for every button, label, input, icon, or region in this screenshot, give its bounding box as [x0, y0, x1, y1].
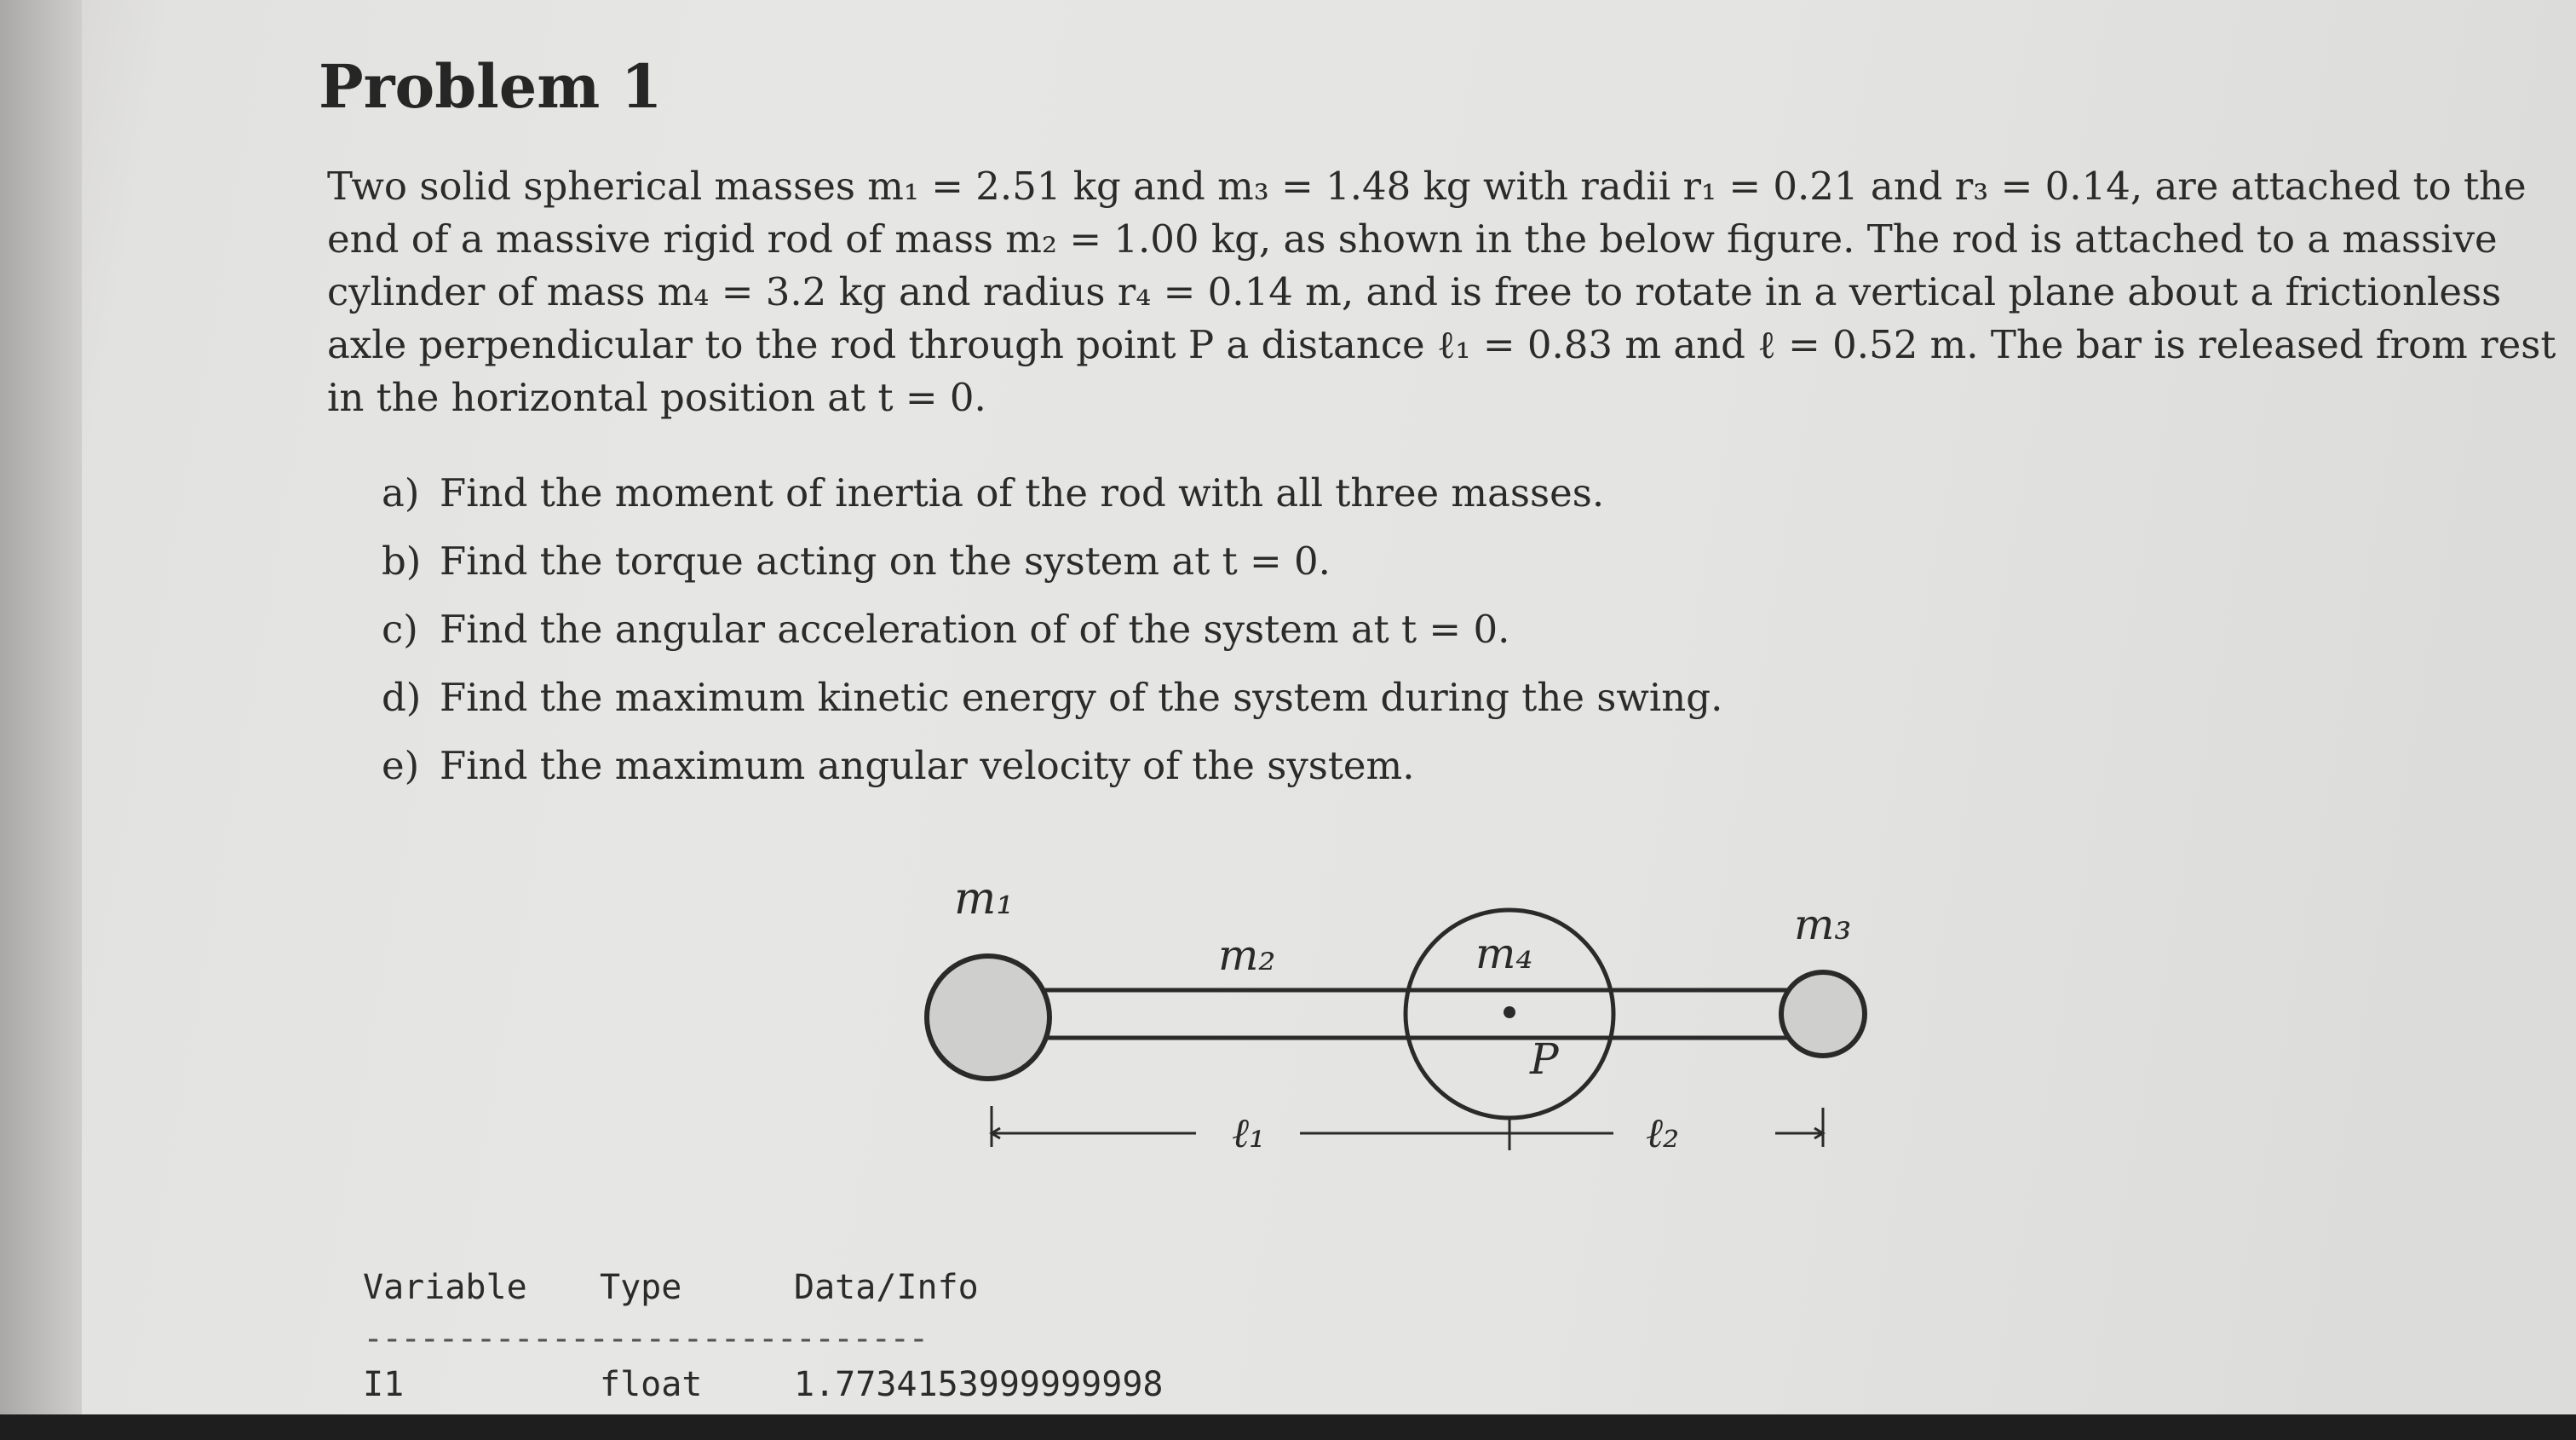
question-item	[382, 603, 1722, 671]
cell-data: 1.7734153999999998	[794, 1365, 1164, 1404]
label-m2: m₂	[1218, 930, 1276, 980]
question-item	[382, 671, 1722, 740]
header-type: Type	[600, 1268, 682, 1307]
problem-line: end of a massive rigid rod of mass m₂ = 1.00 kg, as shown in the below figure. The rod is attached to a massive	[327, 216, 2498, 262]
cell-type: float	[600, 1365, 703, 1404]
rigid-rod	[1003, 990, 1837, 1038]
variable-table	[363, 1268, 1164, 1416]
question-item	[382, 740, 1722, 808]
label-m3: m₃	[1794, 900, 1852, 949]
label-m1: m₁	[954, 873, 1015, 924]
mass-m1-sphere	[927, 956, 1049, 1079]
table-divider: ------------------------------	[363, 1319, 928, 1358]
table-header-row	[363, 1268, 979, 1319]
question-list	[382, 467, 1722, 808]
problem-line: axle perpendicular to the rod through point P a distance ℓ₁ = 0.83 m and ℓ = 0.52 m. The bar is released from rest	[327, 322, 2556, 367]
page-shadow	[0, 0, 82, 1440]
question-label: d)	[382, 675, 422, 720]
label-l1: ℓ₁	[1232, 1109, 1266, 1157]
question-label: c)	[382, 607, 418, 652]
question-label: a)	[382, 470, 420, 516]
header-data-info: Data/Info	[794, 1268, 979, 1307]
pivot-point	[1504, 1006, 1515, 1018]
problem-title: Problem 1	[319, 51, 663, 122]
mass-m3-sphere	[1781, 972, 1865, 1056]
header-variable: Variable	[363, 1268, 527, 1307]
question-text: Find the maximum angular velocity of the system.	[440, 743, 1415, 788]
question-item	[382, 467, 1722, 535]
problem-line: Two solid spherical masses m₁ = 2.51 kg and m₃ = 1.48 kg with radii r₁ = 0.21 and r₃ = 0.14, are attached to the	[327, 164, 2527, 209]
screen-bottom-edge	[0, 1414, 2576, 1440]
question-text: Find the moment of inertia of the rod with all three masses.	[440, 470, 1605, 516]
question-text: Find the torque acting on the system at t = 0.	[440, 539, 1331, 584]
problem-line: cylinder of mass m₄ = 3.2 kg and radius r₄ = 0.14 m, and is free to rotate in a vertical plane about a frictionless	[327, 269, 2502, 314]
question-item	[382, 535, 1722, 603]
question-label: e)	[382, 743, 420, 788]
problem-statement	[327, 160, 2556, 424]
rod-mass-diagram	[903, 861, 1925, 1184]
problem-line: in the horizontal position at t = 0.	[327, 375, 986, 420]
label-l2: ℓ₂	[1646, 1109, 1680, 1157]
label-m4: m₄	[1475, 929, 1533, 978]
question-label: b)	[382, 539, 422, 584]
dimension-line	[992, 1106, 1823, 1150]
table-row	[363, 1365, 1164, 1416]
cell-variable: I1	[363, 1365, 405, 1404]
question-text: Find the maximum kinetic energy of the system during the swing.	[440, 675, 1723, 720]
question-text: Find the angular acceleration of of the system at t = 0.	[440, 607, 1510, 652]
label-pivot-p: P	[1530, 1034, 1559, 1084]
